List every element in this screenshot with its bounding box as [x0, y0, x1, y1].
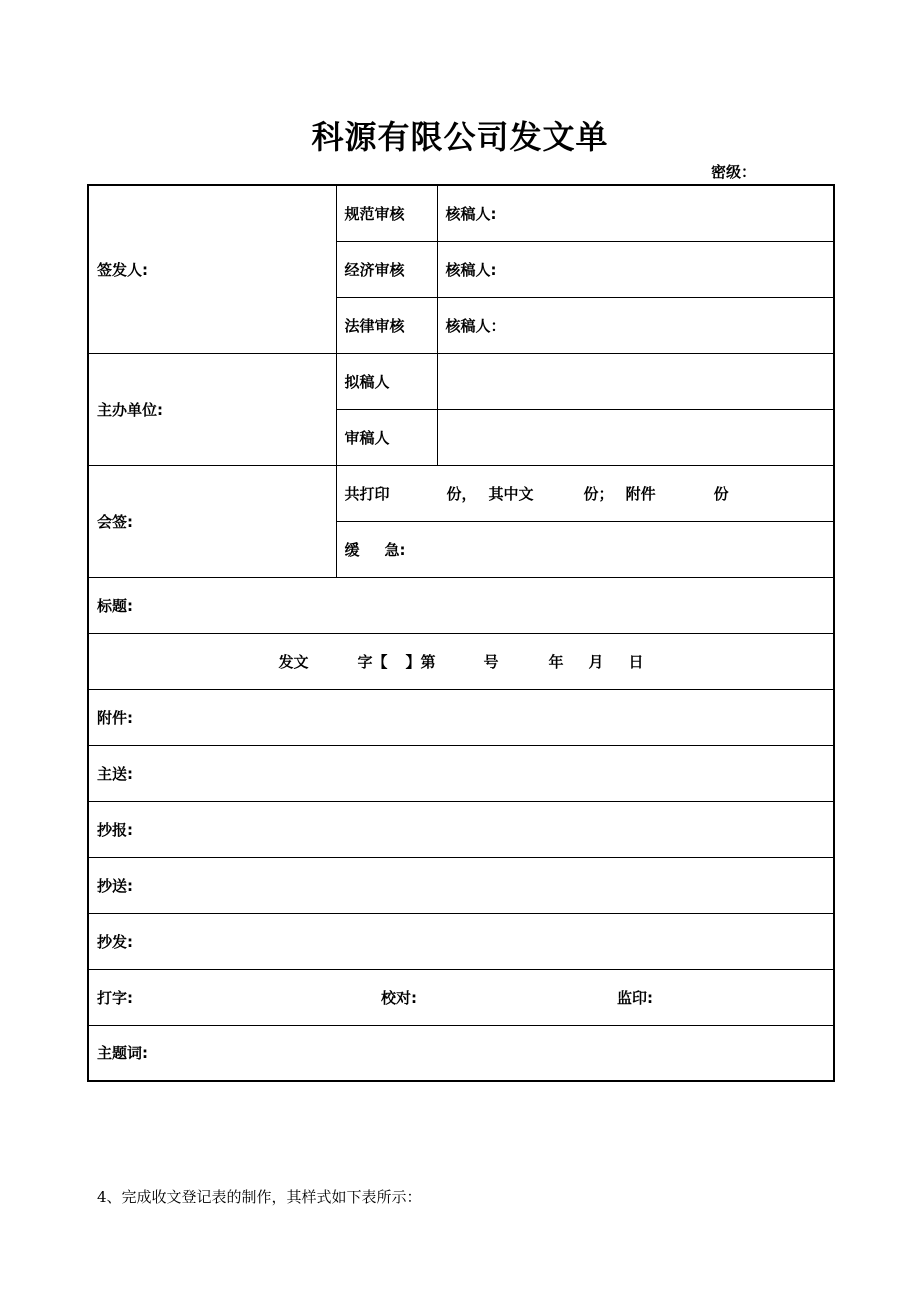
- subject-cell[interactable]: [88, 577, 834, 633]
- table-row: [88, 857, 834, 913]
- urgency-label-second: 急:: [384, 540, 406, 559]
- doc-month-label: 月: [588, 652, 604, 671]
- table-row: [88, 465, 834, 521]
- main-send-cell[interactable]: [88, 745, 834, 801]
- typing-proof-print-cell[interactable]: [88, 969, 834, 1025]
- checker-label: 审稿人: [344, 428, 390, 447]
- reviewer-cell[interactable]: [437, 185, 834, 241]
- doc-number-cell[interactable]: [88, 633, 834, 689]
- urgency-cell[interactable]: [336, 521, 834, 577]
- copy-send-label: 抄送:: [97, 876, 133, 895]
- footer-instruction: 4、完成收文登记表的制作，其样式如下表所示：: [97, 1188, 422, 1206]
- reviewer-cell[interactable]: [437, 297, 834, 353]
- dispatch-form-table: [87, 184, 835, 1082]
- keywords-cell[interactable]: [88, 1025, 834, 1081]
- table-row: [88, 353, 834, 409]
- table-row: [88, 577, 834, 633]
- reviewer-label: 核稿人:: [445, 204, 497, 223]
- print-text-unit: 份；: [583, 484, 614, 503]
- print-text-label: 其中文: [488, 484, 534, 503]
- table-row: [88, 969, 834, 1025]
- copy-issue-cell[interactable]: [88, 913, 834, 969]
- print-supervise-label: 监印:: [617, 988, 653, 1007]
- keywords-label: 主题词:: [97, 1044, 148, 1063]
- proofread-label: 校对:: [381, 988, 417, 1007]
- reviewer-label: 核稿人:: [445, 260, 497, 279]
- page-title: 科源有限公司发文单: [311, 118, 609, 156]
- table-row: [88, 689, 834, 745]
- doc-year-label: 年: [548, 652, 564, 671]
- doc-day-label: 日: [628, 652, 644, 671]
- checker-field[interactable]: [437, 409, 834, 465]
- table-row: [88, 801, 834, 857]
- typing-label: 打字:: [97, 988, 133, 1007]
- table-row: [88, 1025, 834, 1081]
- review-type-cell: [336, 185, 437, 241]
- attachment-cell[interactable]: [88, 689, 834, 745]
- review-type-cell: [336, 297, 437, 353]
- table-row: [88, 745, 834, 801]
- doc-number-char: 字【: [357, 652, 388, 671]
- print-total-label: 共打印: [344, 484, 390, 503]
- review-type-cell: [336, 241, 437, 297]
- urgency-label-first: 缓: [344, 540, 360, 559]
- subject-label: 标题:: [97, 596, 133, 615]
- doc-number-unit: 号: [483, 652, 499, 671]
- review-type-label: 规范审核: [344, 204, 405, 223]
- print-attachment-label: 附件: [625, 484, 656, 503]
- copy-send-cell[interactable]: [88, 857, 834, 913]
- table-row: [88, 913, 834, 969]
- copy-issue-label: 抄发:: [97, 932, 133, 951]
- review-type-label: 经济审核: [344, 260, 405, 279]
- reviewer-label: 核稿人：: [445, 316, 506, 335]
- review-type-label: 法律审核: [344, 316, 405, 335]
- print-count-cell[interactable]: [336, 465, 834, 521]
- countersign-label: 会签:: [97, 512, 133, 531]
- print-copies-unit: 份，: [446, 484, 477, 503]
- table-row: [88, 633, 834, 689]
- report-cell[interactable]: [88, 801, 834, 857]
- main-send-label: 主送:: [97, 764, 133, 783]
- countersign-cell[interactable]: [88, 465, 336, 577]
- attachment-label: 附件:: [97, 708, 133, 727]
- secret-level-label: 密级：: [711, 163, 757, 181]
- signer-cell[interactable]: [88, 185, 336, 353]
- doc-number-seq: 】第: [405, 652, 436, 671]
- report-label: 抄报:: [97, 820, 133, 839]
- drafter-field[interactable]: [437, 353, 834, 409]
- drafter-label-cell: [336, 353, 437, 409]
- host-unit-cell[interactable]: [88, 353, 336, 465]
- doc-number-prefix: 发文: [278, 652, 309, 671]
- signer-label: 签发人:: [97, 260, 148, 279]
- reviewer-cell[interactable]: [437, 241, 834, 297]
- drafter-label: 拟稿人: [344, 372, 390, 391]
- checker-label-cell: [336, 409, 437, 465]
- print-attachment-unit: 份: [713, 484, 729, 503]
- host-unit-label: 主办单位:: [97, 400, 163, 419]
- table-row: [88, 185, 834, 241]
